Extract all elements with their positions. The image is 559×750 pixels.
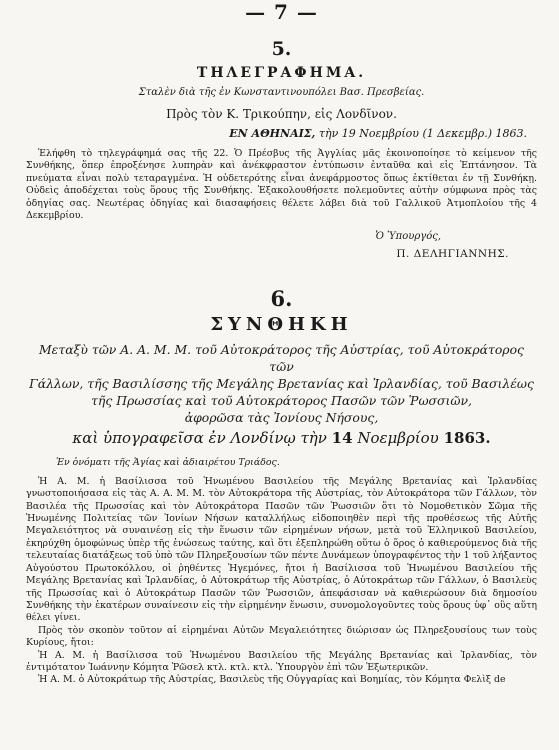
treaty-invocation: Ἐν ὀνόματι τῆς Ἁγίας καὶ ἀδιαιρέτου Τριάδος. bbox=[56, 457, 280, 469]
treaty-date-year: 1863. bbox=[443, 429, 491, 448]
treaty-heading-line-2: Γάλλων, τῆς Βασιλίσσης τῆς Μεγάλης Βρετανίας καὶ Ἰρλανδίας, τοῦ Βασιλέως bbox=[29, 376, 534, 392]
telegram-signature-name: Π. ΔΕΛΗΓΙΑΝΝΗΣ. bbox=[396, 248, 509, 261]
treaty-date-day: 14 bbox=[331, 429, 353, 448]
treaty-heading-line-4: ἀφορῶσα τὰς Ἰονίους Νήσους, bbox=[184, 410, 379, 426]
treaty-signing-date bbox=[26, 428, 537, 449]
telegram-date: τὴν 19 Νοεμβρίου (1 Δεκεμβρ.) 1863. bbox=[318, 127, 527, 140]
treaty-date-month: Νοεμβρίου bbox=[357, 429, 439, 448]
telegram-section bbox=[26, 38, 537, 262]
treaty-section bbox=[26, 288, 537, 686]
treaty-title: ΣΥΝΘΗΚΗ bbox=[210, 314, 353, 336]
treaty-heading-line-1: Μεταξὺ τῶν Α. Α. Μ. Μ. τοῦ Αὐτοκράτορος τῆς Αὐστρίας, τοῦ Αὐτοκράτορος τῶν bbox=[39, 342, 524, 375]
treaty-paragraph-3: Ἡ Α. Μ. ἡ Βασίλισσα τοῦ Ἡνωμένου Βασιλείου τῆς Μεγάλης Βρετανίας καὶ Ἰρλανδίας, τὸν ἐντιμότατον Ἰωάννην Κόμητα Ῥῶσελ κτλ. κτλ. κτλ. Ὑπουργὸν ἐπὶ τῶν Ἐξωτερικῶν. bbox=[26, 649, 537, 673]
treaty-number: 6. bbox=[270, 286, 293, 312]
telegram-signature-role: Ὁ Ὑπουργός, bbox=[375, 231, 441, 243]
telegram-recipient: Πρὸς τὸν Κ. Τρικούπην, εἰς Λονδῖνον. bbox=[166, 107, 397, 121]
treaty-date-prefix: καὶ ὑπογραφεῖσα ἐν Λονδίνῳ τὴν bbox=[72, 429, 327, 448]
telegram-sent-via: Σταλὲν διὰ τῆς ἐν Κωνσταντινουπόλει Βασ. Πρεσβείας. bbox=[138, 87, 425, 98]
treaty-heading-line-3: τῆς Πρωσσίας καὶ τοῦ Αὐτοκράτορος Πασῶν τῶν Ῥωσσιῶν, bbox=[91, 393, 472, 409]
treaty-paragraph-4: Ἡ Α. Μ. ὁ Αὐτοκράτωρ τῆς Αὐστρίας, Βασιλεὺς τῆς Οὐγγαρίας καὶ Βοημίας, τὸν Κόμητα Φελὶξ de bbox=[38, 674, 506, 686]
treaty-paragraph-2: Πρὸς τὸν σκοπὸν τοῦτον αἱ εἰρημέναι Αὐτῶν Μεγαλειότητες διώρισαν ὡς Πληρεξουσίους των τοὺς Κυρίους, ἤτοι: bbox=[26, 624, 537, 649]
telegram-title: ΤΗΛΕΓΡΑΦΗΜΑ. bbox=[196, 65, 367, 81]
telegram-number: 5. bbox=[271, 38, 292, 60]
telegram-dateline bbox=[26, 126, 537, 142]
page-number: — 7 — bbox=[245, 0, 318, 24]
telegram-body: Ἐλήφθη τὸ τηλεγράφημά σας τῆς 22. Ὁ Πρέσβυς τῆς Ἀγγλίας μᾶς ἐκοινοποίησε τὸ κείμενον τῆς Συνθήκης, ὅπερ ἐπροξένησε λυπηρὰν καὶ ἀνέκφραστον ἐντύπωσιν ἐνταῦθα καὶ εἰς Ἑπτάνησον. Τὰ πνεύματα εἶναι πολὺ τεταραγμένα. Ἡ οὐδετερότης εἶναι ἀνεφάρμοστος ὅπως ἐκτίθεται ἐν τῇ Συνθήκῃ. Οὐδεὶς ἀποδέχεται τοὺς ὅρους τῆς Συνθήκης. Ἐξακολουθήσετε πολεμοῦντες αὐτὴν σύμφωνα πρὸς τὰς ὁδηγίας σας. Νεωτέρας ὁδηγίας καὶ διασαφήσεις θέλετε λάβει διὰ τοῦ Γαλλικοῦ Ἀτμοπλοίου τῆς 4 Δεκεμβρίου. bbox=[26, 148, 537, 222]
telegram-date-place: ΕΝ ΑΘΗΝΑΙΣ, bbox=[229, 127, 316, 140]
treaty-paragraph-1: Ἡ Α. Μ. ἡ Βασίλισσα τοῦ Ἡνωμένου Βασιλείου τῆς Μεγάλης Βρετανίας καὶ Ἰρλανδίας γνωστοποιήσασα εἰς τὰς Α. Α. Μ. Μ. τὸν Αὐτοκράτορα τῆς Αὐστρίας, τὸν Αὐτοκράτορα τῶν Γάλλων, τὸν Βασιλέα τῆς Πρωσσίας καὶ τὸν Αὐτοκράτορα Πασῶν τῶν Ῥωσσιῶν ὅτι τὸ Νομοθετικὸν Σῶμα τῆς Ἡνωμένης Πολιτείας τῶν Ἰονίων Νήσων καταλλήλως εἰδοποιηθὲν περὶ τῆς προθέσεως τῆς Αὐτῆς Μεγαλειότητος νὰ συναινέσῃ εἰς τὴν ἕνωσιν τῶν εἰρημένων νήσων, μετὰ τοῦ Ἑλληνικοῦ Βασιλείου, ἐκηρύχθη ὁμοφώνως ὑπὲρ τῆς ἑνώσεως ταύτης, καὶ ὅτι ἐξεπληρώθη οὕτω ὁ ὅρος ὁ καθιερούμενος διὰ τῆς τελευταίας διατάξεως τοῦ ὑπὸ τῶν Πληρεξουσίων τῶν πέντε Δυνάμεων ὑπογραφέντος τὴν 1 τοῦ λήξαντος Αὐγούστου Πρωτοκόλλου, οἱ ῥηθέντες Ἡγεμόνες, ἤτοι ἡ Βασίλισσα τοῦ Ἡνωμένου Βασιλείου τῆς Μεγάλης Βρετανίας καὶ Ἰρλανδίας, ὁ Αὐτοκράτωρ τῆς Αὐστρίας, ὁ Αὐτοκράτωρ τῶν Γάλλων, ὁ Βασιλεὺς τῆς Πρωσσίας καὶ ὁ Αὐτοκράτωρ Πασῶν τῶν Ῥωσσιῶν, ἀπεφάσισαν νὰ καθιερώσουν διὰ δημοσίου Συνθήκης τὴν ἑκατέρων συναίνεσιν εἰς τὴν εἰρημένην ἕνωσιν, συνομολογοῦντες τοὺς ὅρους ὑφ᾽ οὓς αὕτη θέλει γίνει. bbox=[26, 475, 537, 624]
